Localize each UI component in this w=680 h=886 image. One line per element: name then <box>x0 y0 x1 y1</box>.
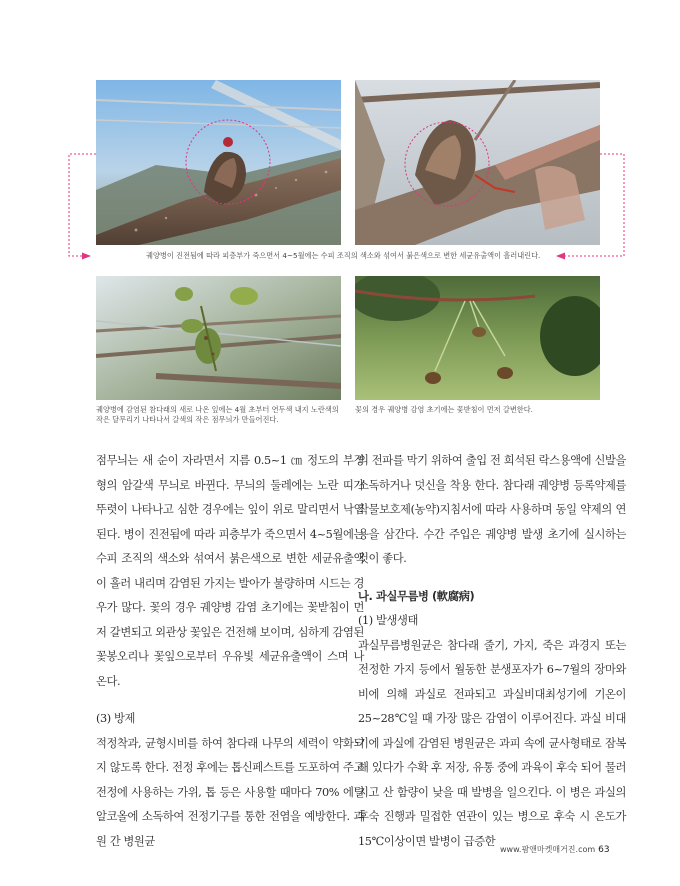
caption-bottom-right: 꽃의 경우 궤양병 감염 초기에는 꽃받침이 먼저 갈변한다. <box>355 405 533 414</box>
photo-flower-buds <box>355 276 600 400</box>
body-paragraph: 과실무름병원균은 참다래 줄기, 가지, 죽은 과경지 또는 전정한 가지 등에서 월동한 분생포자가 6~7월의 장마와 비에 의해 과실로 전파되고 과실비대최성기에 기온이 25~28℃일 때 가장 많은 감염이 이루어진다. 과실 비대기에 과실에 감염된 병원균은 과피 속에 균사형태로 잠복해 있다가 수확 후 저장, 유통 중에 과육이 후숙 되어 물러지고 산 함량이 낮을 때 발병을 일으킨다. 이 병은 과실의 후숙 진행과 밀접한 연관이 있는 병으로 후숙 시 온도가 15℃이상이면 발병이 급증한 <box>358 638 626 848</box>
photo-branch-canker-left <box>96 80 341 245</box>
page-footer <box>500 844 610 855</box>
right-text-column <box>358 449 626 854</box>
subsection-heading: (3) 방제 <box>96 712 136 725</box>
left-arrow-icon <box>82 253 91 260</box>
body-paragraph: 점무늬는 새 순이 자라면서 지름 0.5~1 ㎝ 정도의 부정형의 암갈색 무늬로 바뀐다. 무늬의 둘레에는 노란 띠가 뚜렷이 나타나고 심한 경우에는 잎이 위로 말리면서 낙엽 된다. 병이 진전됨에 따라 피층부가 죽으면서 4~5월에는 수피 조직의 색소와 섞여서 붉은색으로 변한 세균유출액이 흘러 내리며 감염된 가지는 발아가 불량하며 시드는 경우가 많다. 꽃의 경우 궤양병 감염 초기에는 꽃받침이 먼저 갈변되고 외관상 꽃잎은 건전해 보이며, 심하게 감염된 꽃봉오리나 꽃잎으로부터 우유빛 세균유출액이 스며 나온다. <box>96 454 364 688</box>
caption-bottom-left: 궤양병에 감염된 참다래의 새로 나온 잎에는 4월 초부터 연두색 내지 노란색의 작은 달무리기 나타나서 갈색의 작은 점무늬가 만들어진다. <box>96 405 339 424</box>
section-heading: 나. 과실무름병 (軟腐病) <box>358 589 475 603</box>
body-paragraph: 적정착과, 균형시비를 하여 참다래 나무의 세력이 약화되지 않도록 한다. 전정 후에는 톱신페스트를 도포하여 주고 전정에 사용하는 가위, 톱 등은 사용할 때마다 70% 에틸알코올에 소독하여 전정기구를 통한 전염을 예방한다. 과원 간 병원균 <box>96 736 364 848</box>
body-paragraph: 의 전파를 막기 위하여 출입 전 희석된 락스용액에 신발을 소독하거나 덧신을 착용 한다. 참다래 궤양병 등록약제를 작물보호제(농약)지침서에 따라 사용하며 동일 약제의 연용을 삼간다. 수간 주입은 궤양병 발생 초기에 실시하는 것이 좋다. <box>358 454 626 565</box>
subsection-heading: (1) 발생생태 <box>358 614 419 627</box>
caption-top: 궤양병이 진전됨에 따라 피층부가 죽으면서 4~5월에는 수피 조직의 색소와 섞여서 붉은색으로 변한 세균유출액이 흘러내린다. <box>146 251 541 260</box>
page-number: 63 <box>598 845 610 855</box>
footer-url[interactable]: www.팜앤마켓매거진.com <box>500 845 596 854</box>
left-text-column <box>96 449 364 854</box>
photo-young-leaves <box>96 276 341 400</box>
photo-branch-canker-right <box>355 80 600 245</box>
left-connector-line <box>69 154 96 256</box>
